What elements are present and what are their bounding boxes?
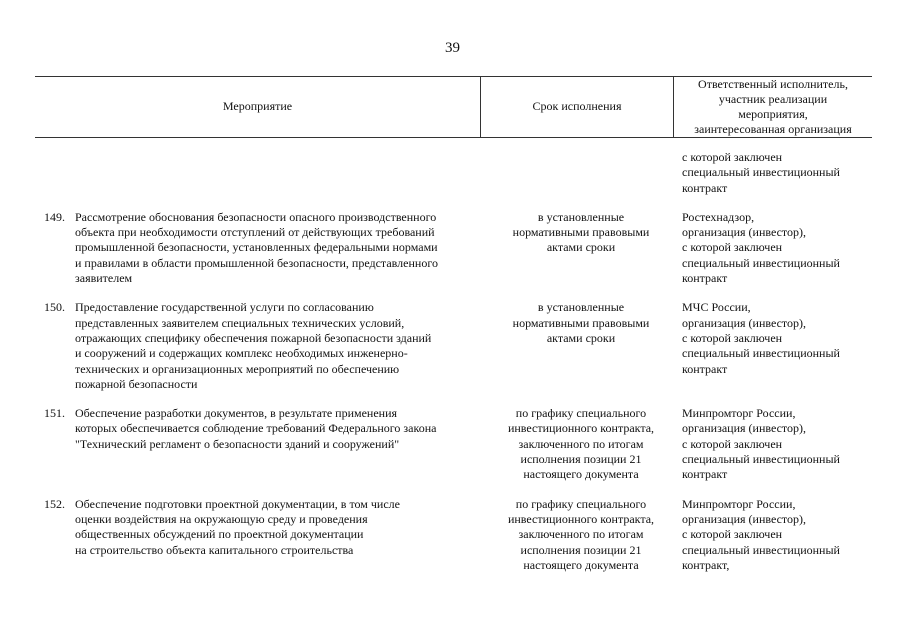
header-event: Мероприятие [222, 99, 293, 113]
deadline-line: исполнения позиции 21 [520, 542, 642, 557]
event-cell [75, 210, 480, 286]
responsible-line: с которой заключен [682, 527, 783, 542]
responsible-line: Минпромторг России, [682, 496, 796, 511]
event-line: которых обеспечивается соблюдение требований Федерального закона [75, 421, 437, 436]
table-row [35, 210, 872, 286]
deadline-line: исполнения позиции 21 [520, 452, 642, 467]
event-line: объекта при необходимости отступлений от действующих требований [75, 225, 435, 240]
responsible-line: специальный инвестиционный [682, 255, 840, 270]
responsible-line: Ростехнадзор, [682, 209, 755, 224]
deadline-cell [480, 300, 682, 346]
header-responsible-line: заинтересованная организация [694, 121, 852, 136]
responsible-line: специальный инвестиционный [682, 165, 840, 180]
deadline-line: по графику специального [515, 496, 647, 511]
event-line: представленных заявителем специальных технических условий, [75, 315, 405, 330]
event-line: пожарной безопасности [75, 376, 198, 391]
event-line: Обеспечение подготовки проектной документации, в том числе [75, 496, 400, 511]
responsible-line: с которой заключен [682, 330, 783, 345]
deadline-line: инвестиционного контракта, [507, 421, 655, 436]
responsible-line: с которой заключен [682, 150, 783, 164]
table-row [35, 497, 872, 573]
table-body [35, 150, 872, 573]
event-cell [75, 497, 480, 558]
responsible-line: организация (инвестор), [682, 421, 806, 436]
deadline-line: нормативными правовыми [512, 315, 650, 330]
event-line: и сооружений и содержащих комплекс необходимых инженерно- [75, 346, 408, 361]
event-line: Обеспечение разработки документов, в результате применения [75, 406, 398, 421]
row-number: 149. [44, 209, 65, 224]
responsible-line: организация (инвестор), [682, 225, 806, 240]
deadline-line: инвестиционного контракта, [507, 511, 655, 526]
responsible-cell [682, 497, 872, 573]
table-row [35, 150, 872, 196]
deadline-line: заключенного по итогам [518, 436, 644, 451]
responsible-line: контракт, [682, 557, 730, 572]
deadline-line: заключенного по итогам [518, 527, 644, 542]
header-responsible-line: Ответственный исполнитель, [698, 76, 848, 91]
deadline-line: актами сроки [546, 330, 616, 345]
event-line: оценки воздействия на окружающую среду и проведения [75, 511, 368, 526]
event-line: общественных обсуждений по проектной документации [75, 527, 364, 542]
responsible-line: Минпромторг России, [682, 406, 796, 421]
event-line: "Технический регламент о безопасности зданий и сооружений" [75, 436, 400, 451]
responsible-line: специальный инвестиционный [682, 542, 840, 557]
responsible-line: специальный инвестиционный [682, 346, 840, 361]
responsible-line: контракт [682, 271, 728, 286]
responsible-line: МЧС России, [682, 300, 751, 315]
responsible-line: контракт [682, 361, 728, 376]
deadline-cell [480, 210, 682, 256]
event-cell [75, 406, 480, 452]
event-line: отражающих специфику обеспечения пожарной безопасности зданий [75, 330, 432, 345]
responsible-line: организация (инвестор), [682, 511, 806, 526]
event-line: промышленной безопасности, установленных федеральными нормами [75, 240, 438, 255]
page-number: 39 [445, 40, 460, 56]
responsible-cell [682, 300, 872, 376]
table-row [35, 300, 872, 392]
header-responsible-line: участник реализации [718, 91, 828, 106]
responsible-line: с которой заключен [682, 436, 783, 451]
event-line: и правилами в области промышленной безопасности, представленного [75, 255, 438, 270]
deadline-line: в установленные [537, 209, 625, 224]
header-responsible-line: мероприятия, [738, 106, 808, 121]
event-line: на строительство объекта капитального строительства [75, 542, 354, 557]
deadline-cell [480, 497, 682, 573]
deadline-cell [480, 406, 682, 482]
deadline-line: актами сроки [546, 240, 616, 255]
event-line: заявителем [75, 271, 133, 286]
deadline-line: нормативными правовыми [512, 225, 650, 240]
deadline-line: настоящего документа [523, 467, 639, 482]
responsible-line: контракт [682, 467, 728, 482]
header-deadline: Срок исполнения [532, 99, 622, 113]
event-line: технических и организационных мероприятий по обеспечению [75, 361, 400, 376]
row-number: 152. [44, 496, 65, 511]
responsible-line: контракт [682, 180, 728, 195]
responsible-line: специальный инвестиционный [682, 452, 840, 467]
responsible-cell [682, 210, 872, 286]
deadline-line: в установленные [537, 300, 625, 315]
row-number: 150. [44, 300, 65, 315]
table-row [35, 406, 872, 482]
responsible-cell [682, 406, 872, 482]
deadline-line: по графику специального [515, 406, 647, 421]
event-line: Предоставление государственной услуги по согласованию [75, 300, 374, 315]
deadline-line: настоящего документа [523, 557, 639, 572]
table-header-bottom-rule [35, 137, 872, 138]
event-line: Рассмотрение обоснования безопасности опасного производственного [75, 209, 437, 224]
responsible-cell [682, 150, 872, 196]
responsible-line: организация (инвестор), [682, 315, 806, 330]
header-responsible [674, 76, 872, 137]
event-cell [75, 300, 480, 392]
row-number: 151. [44, 406, 65, 421]
responsible-line: с которой заключен [682, 240, 783, 255]
